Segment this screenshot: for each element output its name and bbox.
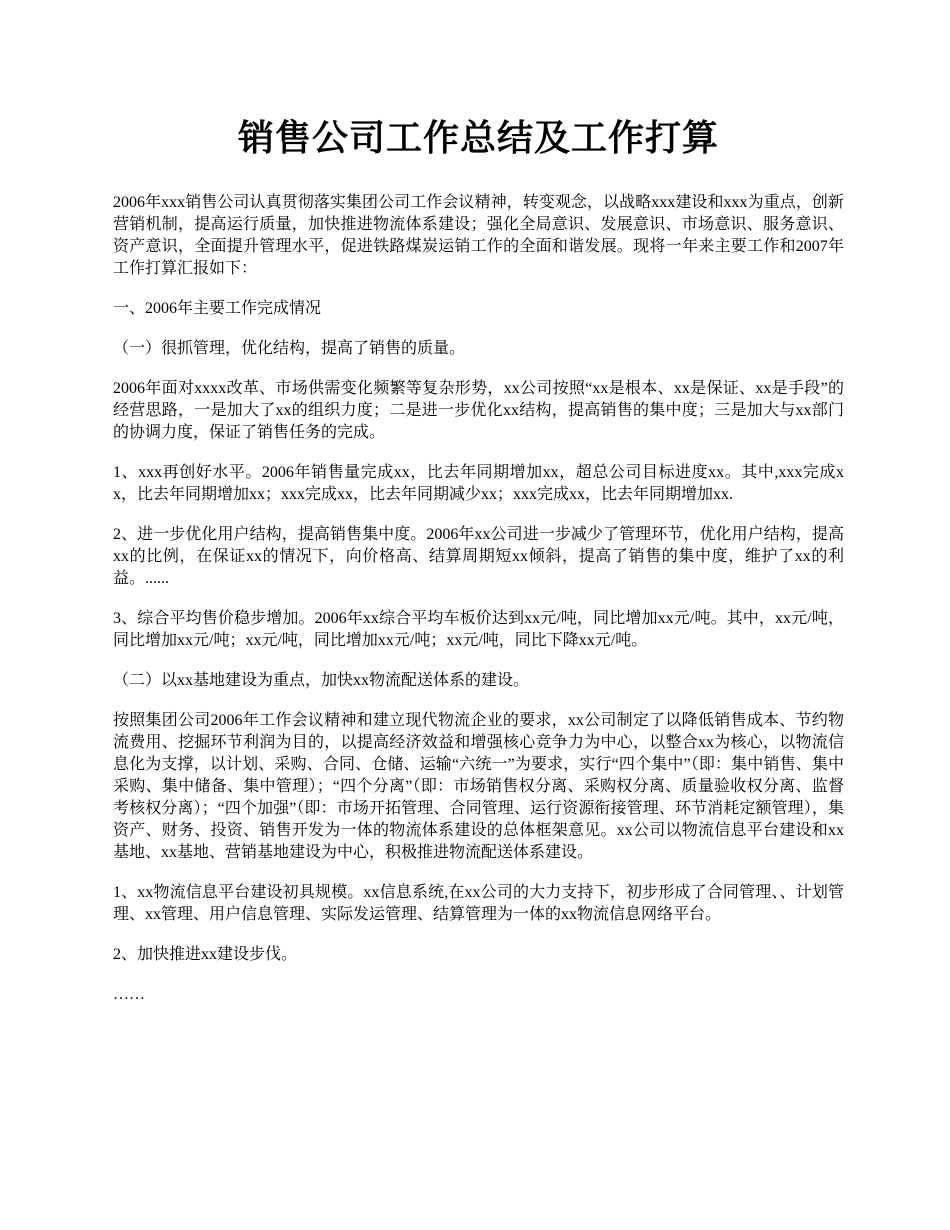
logistics-framework-paragraph: 按照集团公司2006年工作会议精神和建立现代物流企业的要求，xx公司制定了以降低销售成本、节约物流费用、挖掘环节利润为目的，以提高经济效益和增强核心竞争力为中心，以整合xx为核心，以物流信息化为支撑，以计划、采购、合同、仓储、运输“六统一”为要求，实行“四个集中”（即：集中销售、集中采购、集中储备、集中管理）；“四个分离”（即：市场销售权分离、采购权分离、质量验收权分离、监督考核权分离）；“四个加强”（即：市场开拓管理、合同管理、运行资源衔接管理、环节消耗定额管理），集资产、财务、投资、销售开发为一体的物流体系建设的总体框架意见。xx公司以物流信息平台建设和xx基地、xx基地、营销基地建设为中心，积极推进物流配送体系建设。	[113, 712, 844, 861]
subsection-heading-management: （一）很抓管理，优化结构，提高了销售的质量。	[113, 340, 466, 357]
management-paragraph: 2006年面对xxxx改革、市场供需变化频繁等复杂形势，xx公司按照“xx是根本、xx是保证、xx是手段”的经营思路，一是加大了xx的组织力度；二是进一步优化xx结构，提高销售的集中度；三是加大与xx部门的协调力度，保证了销售任务的完成。	[113, 380, 844, 441]
intro-paragraph: 2006年xxx销售公司认真贯彻落实集团公司工作会议精神，转变观念，以战略xxx建设和xxx为重点，创新营销机制，提高运行质量，加快推进物流体系建设；强化全局意识、发展意识、市场意识、服务意识、资产意识，全面提升管理水平，促进铁路煤炭运销工作的全面和谐发展。现将一年来主要工作和2007年工作打算汇报如下：	[113, 194, 844, 277]
subsection-heading-logistics: （二）以xx基地建设为重点，加快xx物流配送体系的建设。	[113, 672, 530, 689]
section-heading-main-work: 一、2006年主要工作完成情况	[113, 300, 322, 317]
sales-volume-paragraph: 1、xxx再创好水平。2006年销售量完成xx，比去年同期增加xx，超总公司目标进度xx。其中,xxx完成xx，比去年同期增加xx；xxx完成xx，比去年同期减少xx；xxx完成xx，比去年同期增加xx.	[113, 464, 844, 503]
info-platform-paragraph: 1、xx物流信息平台建设初具规模。xx信息系统,在xx公司的大力支持下，初步形成了合同管理、、计划管理、xx管理、用户信息管理、实际发运管理、结算管理为一体的xx物流信息网络平台。	[113, 884, 844, 923]
construction-paragraph: 2、加快推进xx建设步伐。	[113, 946, 298, 963]
ellipsis-paragraph: ……	[113, 986, 145, 1003]
document-title: 销售公司工作总结及工作打算	[237, 118, 719, 158]
user-structure-paragraph: 2、进一步优化用户结构，提高销售集中度。2006年xx公司进一步减少了管理环节，优化用户结构，提高xx的比例，在保证xx的情况下，向价格高、结算周期短xx倾斜，提高了销售的集中度，维护了xx的利益。......	[113, 526, 844, 587]
average-price-paragraph: 3、综合平均售价稳步增加。2006年xx综合平均车板价达到xx元/吨，同比增加xx元/吨。其中，xx元/吨，同比增加xx元/吨；xx元/吨，同比增加xx元/吨；xx元/吨，同比下降xx元/吨。	[113, 610, 844, 649]
